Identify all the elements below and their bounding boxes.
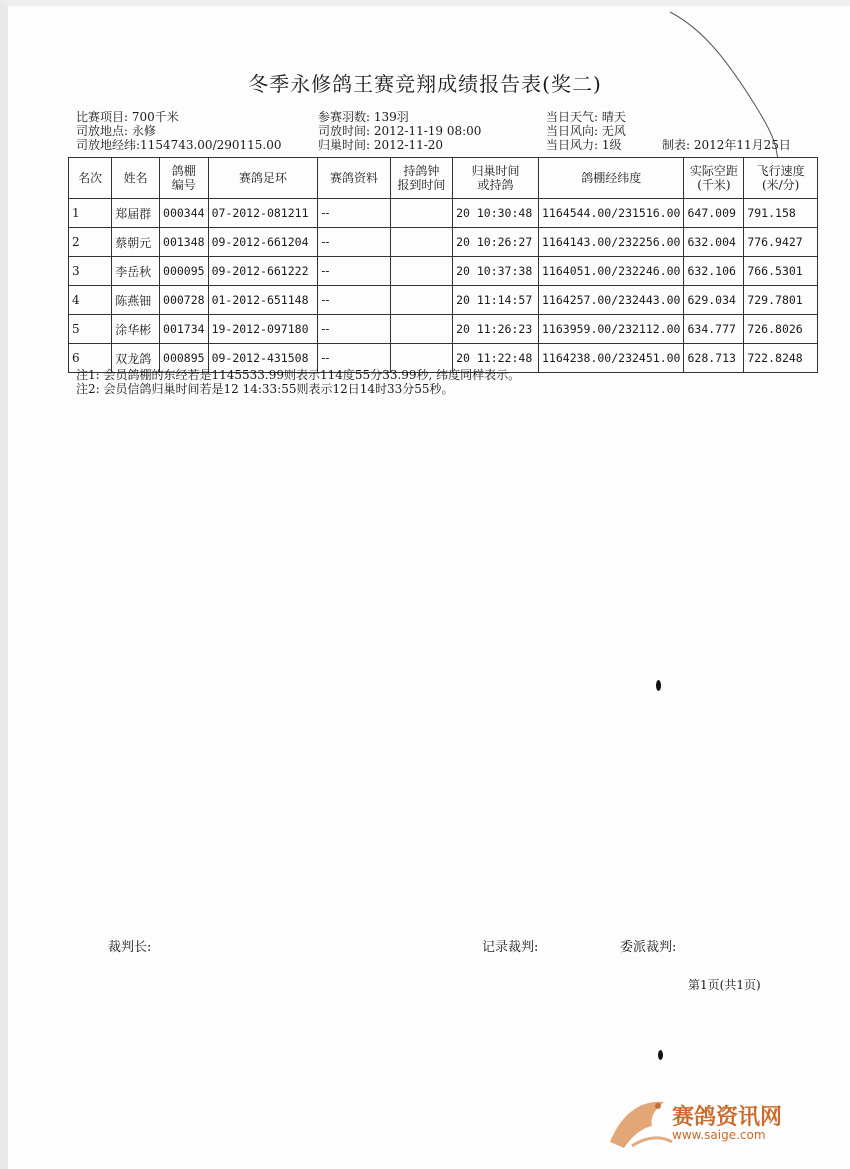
table-cell: -- <box>318 315 390 344</box>
note-1: 注1: 会员鸽棚的东经若是1145533.99则表示114度55分33.99秒, 纬度同样表示。 <box>76 368 521 382</box>
table-row <box>69 257 818 286</box>
table-cell: 000344 <box>160 199 209 228</box>
column-header: 名次 <box>69 158 112 199</box>
table-cell: 000095 <box>160 257 209 286</box>
table-cell <box>390 228 453 257</box>
table-cell: 629.034 <box>684 286 744 315</box>
table-cell: 5 <box>69 315 112 344</box>
table-cell: 1164544.00/231516.00 <box>539 199 684 228</box>
recorder-referee-label: 记录裁判: <box>482 940 539 955</box>
table-cell: -- <box>318 286 390 315</box>
scan-speck <box>658 1050 663 1060</box>
table-cell: -- <box>318 228 390 257</box>
table-cell: 1164238.00/232451.00 <box>539 344 684 373</box>
table-cell: 632.106 <box>684 257 744 286</box>
table-cell: 20 10:26:27 <box>453 228 539 257</box>
note-2: 注2: 会员信鸽归巢时间若是12 14:33:55则表示12日14时33分55秒。 <box>76 382 454 396</box>
table-cell: 6 <box>69 344 112 373</box>
column-header: 实际空距 (千米) <box>684 158 744 199</box>
table-cell: 涂华彬 <box>112 315 160 344</box>
table-cell: 20 10:30:48 <box>453 199 539 228</box>
table-cell: 632.004 <box>684 228 744 257</box>
chief-referee-label: 裁判长: <box>108 940 152 955</box>
table-cell: 722.8248 <box>744 344 818 373</box>
release-coords: 司放地经纬:1154743.00/290115.00 <box>76 138 282 152</box>
table-cell: 729.7801 <box>744 286 818 315</box>
report-title: 冬季永修鸽王赛竞翔成绩报告表(奖二) <box>248 72 602 96</box>
notes <box>76 368 520 396</box>
table-cell: 726.8026 <box>744 315 818 344</box>
table-cell: 4 <box>69 286 112 315</box>
table-cell: 09-2012-431508 <box>208 344 318 373</box>
table-cell: 001734 <box>160 315 209 344</box>
table-row <box>69 228 818 257</box>
column-header: 飞行速度 (米/分) <box>744 158 818 199</box>
table-cell: 郑届群 <box>112 199 160 228</box>
table-cell: 01-2012-651148 <box>208 286 318 315</box>
table-cell: 20 10:37:38 <box>453 257 539 286</box>
release-time: 司放时间: 2012-11-19 08:00 <box>318 124 482 138</box>
table-cell: 647.009 <box>684 199 744 228</box>
table-row <box>69 199 818 228</box>
table-cell: -- <box>318 344 390 373</box>
table-cell <box>390 199 453 228</box>
table-body <box>69 199 818 373</box>
release-place: 司放地点: 永修 <box>76 124 156 138</box>
wind-direction: 当日风向: 无风 <box>546 124 626 138</box>
return-time: 归巢时间: 2012-11-20 <box>318 138 444 152</box>
table-cell <box>390 257 453 286</box>
table-cell: 09-2012-661222 <box>208 257 318 286</box>
table-cell: -- <box>318 199 390 228</box>
watermark-name: 赛鸽资讯网 <box>672 1105 783 1130</box>
table-cell: 陈燕钿 <box>112 286 160 315</box>
table-cell: 1164257.00/232443.00 <box>539 286 684 315</box>
column-header: 持鸽钟 报到时间 <box>390 158 453 199</box>
table-cell: 766.5301 <box>744 257 818 286</box>
table-cell: 蔡朝元 <box>112 228 160 257</box>
table-cell: 000895 <box>160 344 209 373</box>
table-cell: 1164051.00/232246.00 <box>539 257 684 286</box>
weather: 当日天气: 晴天 <box>546 110 626 124</box>
wind-force: 当日风力: 1级 <box>546 138 622 152</box>
table-cell: 07-2012-081211 <box>208 199 318 228</box>
entries-count: 参赛羽数: 139羽 <box>318 110 409 124</box>
table-cell: 791.158 <box>744 199 818 228</box>
table-cell: -- <box>318 257 390 286</box>
table-cell: 2 <box>69 228 112 257</box>
column-header: 归巢时间 或持鸽 <box>453 158 539 199</box>
table-cell: 20 11:26:23 <box>453 315 539 344</box>
results-table <box>68 157 818 373</box>
column-header: 鸽棚经纬度 <box>539 158 684 199</box>
table-cell <box>390 286 453 315</box>
scan-speck <box>656 680 661 691</box>
table-cell: 20 11:14:57 <box>453 286 539 315</box>
column-header: 赛鸽足环 <box>208 158 318 199</box>
table-cell: 19-2012-097180 <box>208 315 318 344</box>
table-cell: 双龙鸽 <box>112 344 160 373</box>
column-header: 姓名 <box>112 158 160 199</box>
table-cell: 776.9427 <box>744 228 818 257</box>
table-cell: 李岳秋 <box>112 257 160 286</box>
page-number: 第1页(共1页) <box>688 978 761 992</box>
table-cell: 3 <box>69 257 112 286</box>
delegate-referee-label: 委派裁判: <box>620 940 677 955</box>
table-cell: 20 11:22:48 <box>453 344 539 373</box>
table-cell: 001348 <box>160 228 209 257</box>
watermark-url: www.saige.com <box>672 1128 766 1142</box>
table-cell: 000728 <box>160 286 209 315</box>
table-cell: 628.713 <box>684 344 744 373</box>
table-cell <box>390 315 453 344</box>
table-cell: 1163959.00/232112.00 <box>539 315 684 344</box>
table-row <box>69 286 818 315</box>
table-cell: 1164143.00/232256.00 <box>539 228 684 257</box>
made-date: 制表: 2012年11月25日 <box>662 138 791 152</box>
column-header: 鸽棚 编号 <box>160 158 209 199</box>
table-row <box>69 315 818 344</box>
event-info: 比赛项目: 700千米 <box>76 110 179 124</box>
table-cell: 1 <box>69 199 112 228</box>
table-header-row <box>69 158 818 199</box>
table-cell: 09-2012-661204 <box>208 228 318 257</box>
table-cell: 634.777 <box>684 315 744 344</box>
column-header: 赛鸽资料 <box>318 158 390 199</box>
